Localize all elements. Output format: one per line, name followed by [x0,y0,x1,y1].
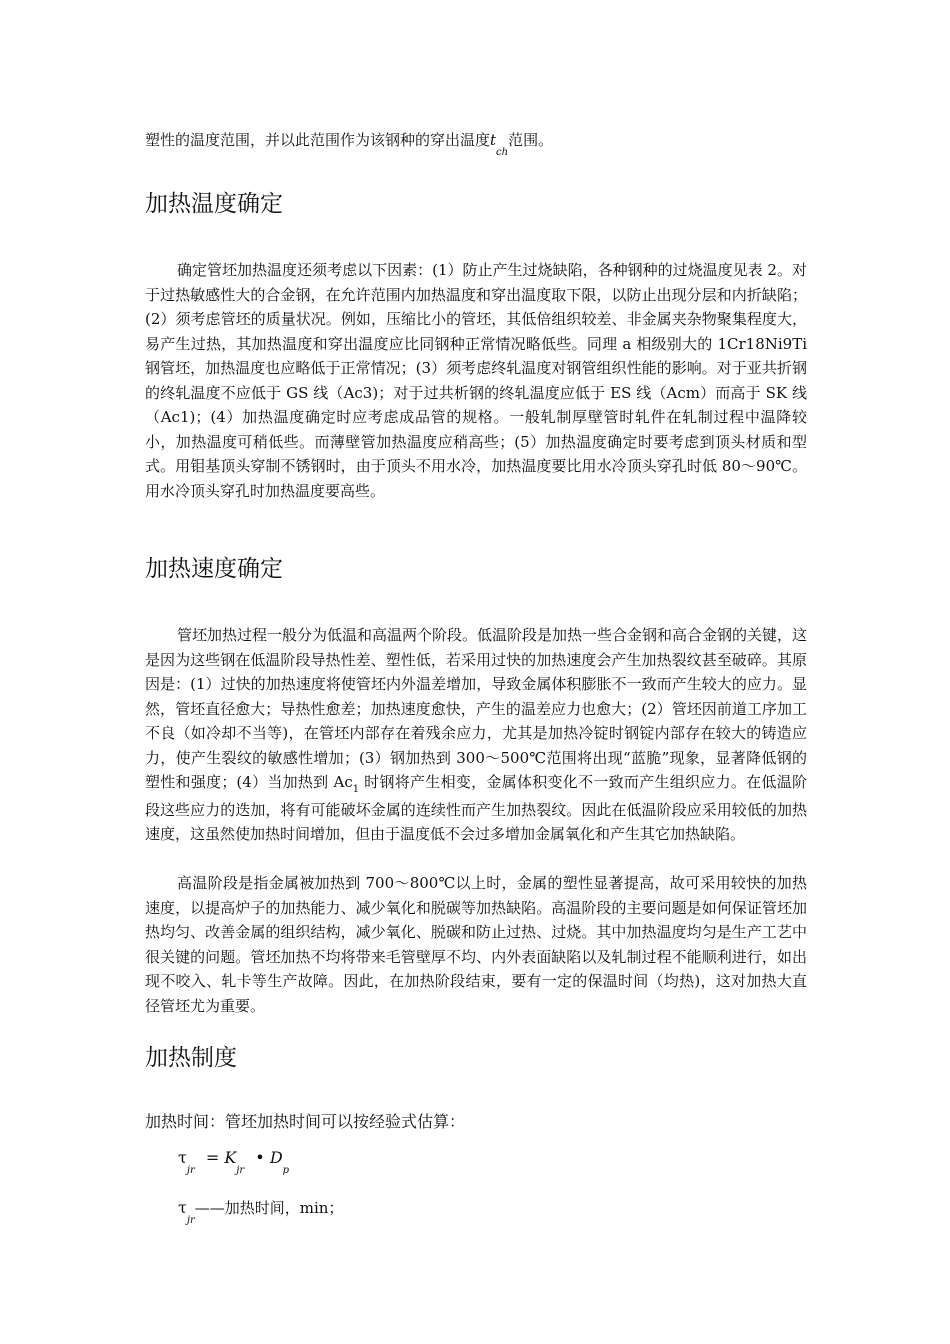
definition-tau: τ [178,1198,187,1217]
formula-k-subscript: jr [236,1165,245,1176]
paragraph-low-temp-part2: 时钢将产生相变，金属体积变化不一致而产生组织应力。在低温阶段这些应力的迭加，将有可能破坏金属的连续性而产生加热裂纹。因此在低温阶段应采用较低的加热速度，这虽然使加热时间增加，但由于温度低不会过多增加金属氧化和产生其它加热缺陷。 [145,773,807,843]
formula-k: K [224,1148,237,1167]
definition-text: ——加热时间，min； [194,1199,344,1217]
intro-text-after: 范围。 [508,131,554,149]
heading-heating-regime: 加热制度 [145,1045,237,1071]
heating-time-definition [178,1198,344,1226]
heading-heating-speed: 加热速度确定 [145,556,283,582]
heading-heating-temperature: 加热温度确定 [145,191,283,217]
formula-d-subscript: p [282,1165,290,1176]
heating-time-lead: 加热时间：管坯加热时间可以按经验式估算： [145,1112,466,1131]
paragraph-low-temp-part1: 管坯加热过程一般分为低温和高温两个阶段。低温阶段是加热一些合金钢和高合金钢的关键，这是因为这些钢在低温阶段导热性差、塑性低，若采用过快的加热速度会产生加热裂纹甚至破碎。其原因是：(1）过快的加热速度将使管坯内外温差增加，导致金属体积膨胀不一致而产生较大的应力。显然，管坯直径愈大；导热性愈差；加热速度愈快，产生的温差应力也愈大；(2）管坯因前道工序加工不良（如冷却不当等)，在管坯内部存在着残余应力，尤其是加热冷锭时钢锭内部存在较大的铸造应力，使产生裂纹的敏感性增加；(3）钢加热到 300～500℃范围将出现“蓝脆”现象，显著降低钢的塑性和强度；(4）当加热到 [145,626,808,791]
paragraph-heating-temperature: 确定管坯加热温度还须考虑以下因素：(1）防止产生过烧缺陷，各种钢种的过烧温度见表 2。对于过热敏感性大的合金钢，在允许范围内加热温度和穿出温度取下限，以防止出现分层和内折缺陷；(2）须考虑管坯的质量状况。例如，压缩比小的管坯，其低倍组织较差、非金属夹杂物聚集程度大，易产生过热，其加热温度和穿出温度应比同钢种正常情况略低些。同理 a 相级别大的 1Cr18Ni9Ti 钢管坯，加热温度也应略低于正常情况；(3）须考虑终轧温度对钢管组织性能的影响。对于亚共折钢的终轧温度不应低于 GS 线（Ac3)；对于过共析钢的终轧温度应低于 ES 线（Acm）而高于 SK 线（Ac1)；(4）加热温度确定时应考虑成品管的规格。一般轧制厚壁管时轧件在轧制过程中温降较小，加热温度可稍低些。而薄壁管加热温度应稍高些；(5）加热温度确定时要考虑到顶头材质和型式。用钼基顶头穿制不锈钢时，由于顶头不用水冷，加热温度要比用水冷顶头穿孔时低 80～90℃。用水冷顶头穿孔时加热温度要高些。 [145,261,807,500]
definition-tau-subscript: jr [186,1215,195,1226]
intro-text-before: 塑性的温度范围，并以此范围作为该钢种的穿出温度 [145,131,491,149]
temperature-symbol: t [490,131,497,149]
ac1-symbol: Ac [333,773,353,791]
formula-tau: τ [178,1148,187,1167]
ac1-subscript: 1 [352,784,360,795]
temperature-symbol-subscript: ch [496,147,509,158]
formula-equals: = [205,1148,220,1167]
formula-dot: • [255,1148,265,1167]
paragraph-heating-speed-low-temp [145,623,807,847]
intro-line [145,130,554,158]
formula-d: D [269,1148,283,1167]
formula-tau-subscript: jr [186,1165,195,1176]
heating-time-formula [178,1148,290,1176]
paragraph-heating-speed-high-temp: 高温阶段是指金属被加热到 700～800℃以上时，金属的塑性显著提高，故可采用较快的加热速度，以提高炉子的加热能力、减少氧化和脱碳等加热缺陷。高温阶段的主要问题是如何保证管坯加热均匀、改善金属的组织结构，减少氧化、脱碳和防止过热、过烧。其中加热温度均匀是生产工艺中很关键的问题。管坯加热不均将带来毛管壁厚不均、内外表面缺陷以及轧制过程不能顺利进行，如出现不咬入、轧卡等生产故障。因此，在加热阶段结束，要有一定的保温时间（均热)，这对加热大直径管坯尤为重要。 [145,874,807,1015]
